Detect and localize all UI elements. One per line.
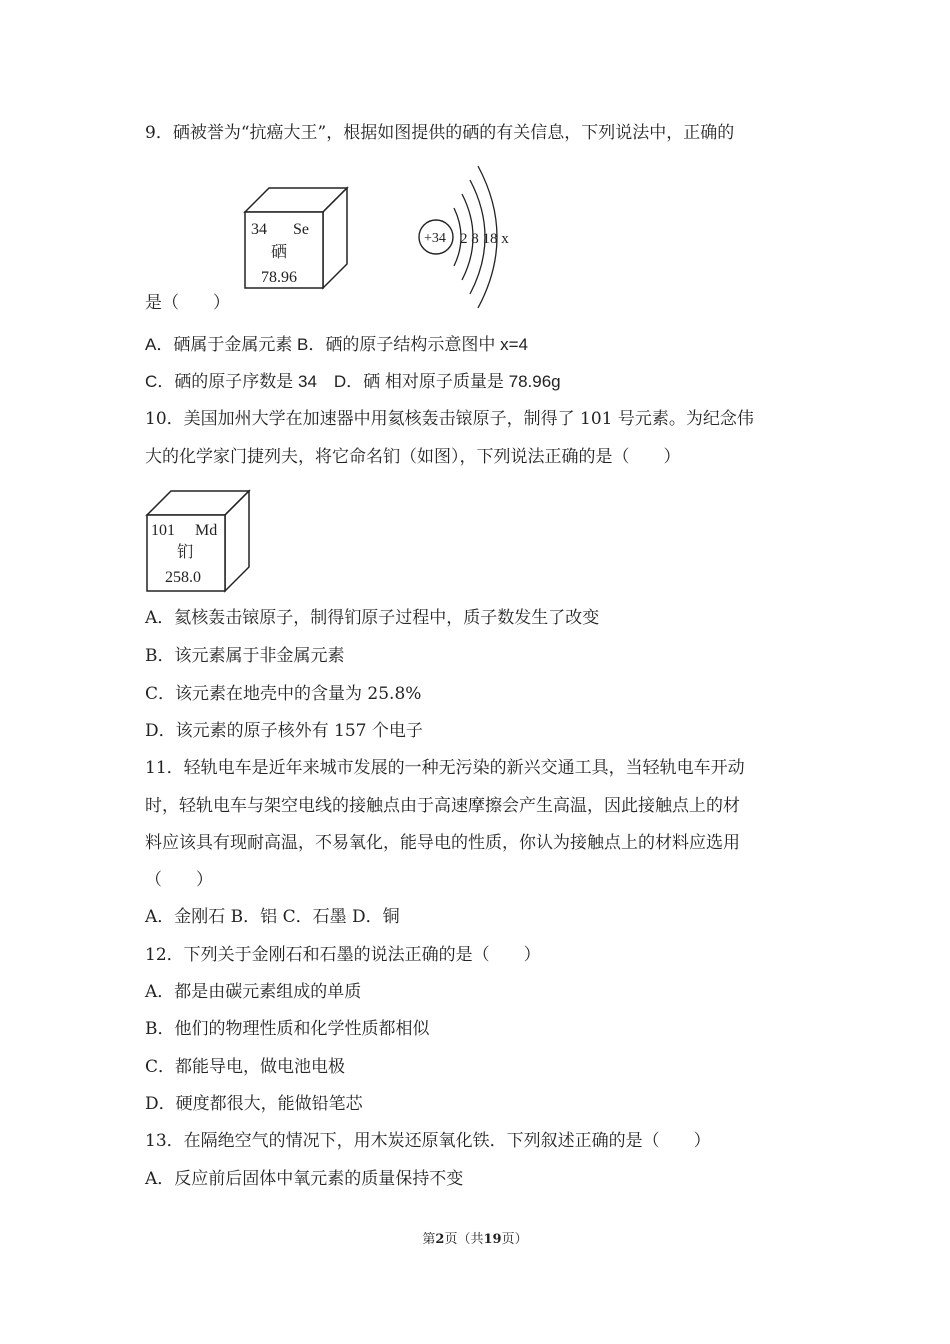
q10-stem-line-2: 大的化学家门捷列夫，将它命名钔（如图），下列说法正确的是（ ）: [145, 447, 681, 467]
se-atomic-mass: 78.96: [261, 269, 297, 286]
q12-option-d: D．硬度都很大，能做铅笔芯: [145, 1094, 363, 1114]
footer-total-pages: 19: [483, 1232, 502, 1247]
q12-option-b: B．他们的物理性质和化学性质都相似: [145, 1019, 430, 1039]
q10-option-d: D．该元素的原子核外有 157 个电子: [145, 721, 423, 741]
q10-option-c: C．该元素在地壳中的含量为 25.8%: [145, 684, 422, 704]
md-symbol: Md: [195, 522, 218, 539]
q12-stem: 12．下列关于金刚石和石墨的说法正确的是（ ）: [145, 945, 541, 965]
page-footer: [0, 1228, 950, 1247]
footer-middle: 页（共: [444, 1232, 484, 1247]
q10-option-b: B．该元素属于非金属元素: [145, 646, 345, 666]
q13-stem: 13．在隔绝空气的情况下，用木炭还原氧化铁．下列叙述正确的是（ ）: [145, 1131, 711, 1151]
md-name: 钔: [177, 544, 194, 561]
se-atomic-number: 34: [251, 221, 267, 238]
q10-option-a: A．氦核轰击锿原子，制得钔原子过程中，质子数发生了改变: [145, 608, 600, 628]
q11-stem-line-1: 11．轻轨电车是近年来城市发展的一种无污染的新兴交通工具，当轻轨电车开动: [145, 758, 745, 778]
se-electron-config: 2 8 18 x: [460, 231, 509, 247]
footer-suffix: 页）: [501, 1232, 528, 1247]
md-atomic-mass: 258.0: [165, 569, 201, 586]
se-nucleus-charge: +34: [424, 231, 446, 246]
q9-stem-end: 是（ ）: [145, 293, 230, 313]
se-atom-structure-diagram: [416, 164, 526, 316]
q12-option-a: A．都是由碳元素组成的单质: [145, 982, 362, 1002]
footer-prefix: 第: [422, 1232, 436, 1247]
q10-stem-line-1: 10．美国加州大学在加速器中用氦核轰击锿原子，制得了 101 号元素。为纪念伟: [145, 409, 754, 429]
se-symbol: Se: [293, 221, 309, 238]
se-element-tile: [243, 186, 351, 294]
q9-options-ab: A．硒属于金属元素 B．硒的原子结构示意图中 x=4: [145, 335, 529, 354]
q9-stem: 9．硒被誉为“抗癌大王”，根据如图提供的硒的有关信息，下列说法中，正确的: [145, 123, 735, 143]
q13-option-a: A．反应前后固体中氧元素的质量保持不变: [145, 1169, 464, 1189]
md-atomic-number: 101: [151, 522, 175, 539]
q12-option-c: C．都能导电，做电池电极: [145, 1057, 346, 1077]
se-name: 硒: [271, 244, 288, 261]
q11-stem-line-4: （ ）: [145, 870, 213, 890]
q9-options-cd: C．硒的原子序数是 34 D．硒 相对原子质量是 78.96g: [145, 372, 561, 391]
footer-page-number: 2: [435, 1232, 445, 1247]
q11-options: A．金刚石 B．铝 C．石墨 D．铜: [145, 907, 400, 927]
md-element-tile: [145, 489, 253, 597]
q11-stem-line-2: 时，轻轨电车与架空电线的接触点由于高速摩擦会产生高温，因此接触点上的材: [145, 796, 740, 816]
q11-stem-line-3: 料应该具有现耐高温，不易氧化，能导电的性质，你认为接触点上的材料应选用: [145, 833, 740, 853]
